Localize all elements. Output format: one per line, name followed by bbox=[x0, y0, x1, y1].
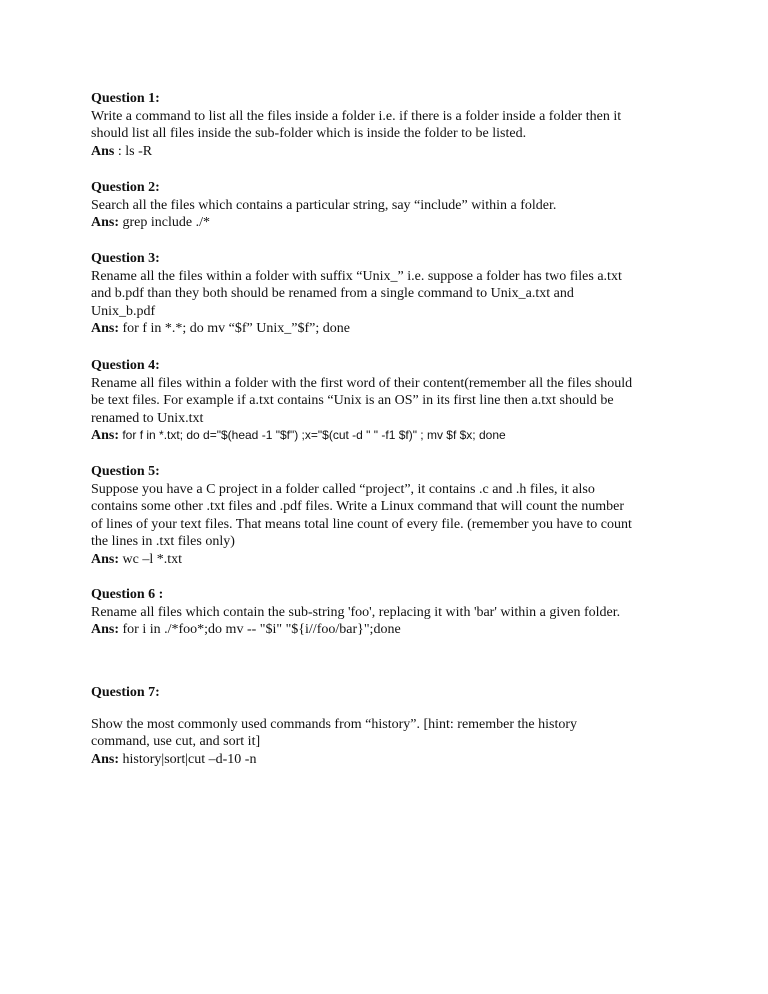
question-text: be text files. For example if a.txt contains “Unix is an OS” in its first line then a.txt should be bbox=[91, 393, 614, 408]
question-7 bbox=[91, 684, 691, 768]
answer-label: Ans: bbox=[91, 321, 120, 336]
question-5 bbox=[91, 463, 691, 568]
answer-label: Ans: bbox=[91, 551, 120, 567]
question-text: renamed to Unix.txt bbox=[91, 410, 204, 426]
question-text: should list all files inside the sub-folder which is inside the folder to be listed. bbox=[91, 126, 527, 141]
answer-text: history|sort|cut –d-10 -n bbox=[119, 751, 257, 767]
question-text: the lines in .txt files only) bbox=[91, 534, 235, 549]
question-3 bbox=[91, 250, 691, 338]
question-6 bbox=[91, 586, 691, 639]
question-title: Question 7: bbox=[91, 685, 160, 700]
answer-text: for i in ./*foo*;do mv -- "$i" "${i//foo/bar}";done bbox=[119, 622, 401, 637]
question-text: and b.pdf than they both should be renamed from a single command to Unix_a.txt and bbox=[91, 286, 574, 301]
answer-line bbox=[91, 143, 691, 161]
answer-line bbox=[91, 427, 691, 445]
answer-line bbox=[91, 621, 691, 639]
question-title: Question 1: bbox=[91, 91, 160, 106]
question-4 bbox=[91, 357, 691, 445]
question-text: contains some other .txt files and .pdf files. Write a Linux command that will count the number bbox=[91, 499, 624, 514]
answer-label: Ans: bbox=[91, 428, 120, 443]
question-title: Question 4: bbox=[91, 358, 160, 373]
question-1 bbox=[91, 90, 691, 160]
question-2 bbox=[91, 179, 691, 232]
blank-line bbox=[91, 702, 691, 716]
question-text: Show the most commonly used commands from “history”. [hint: remember the history bbox=[91, 716, 578, 732]
question-text: Suppose you have a C project in a folder called “project”, it contains .c and .h files, it also bbox=[91, 481, 595, 497]
answer-text: for f in *.*; do mv “$f” Unix_”$f”; done bbox=[119, 321, 350, 336]
question-title: Question 5: bbox=[91, 464, 160, 479]
answer-label: Ans: bbox=[91, 215, 120, 230]
question-text: command, use cut, and sort it] bbox=[91, 734, 261, 749]
answer-label: Ans: bbox=[91, 622, 120, 637]
question-text: Unix_b.pdf bbox=[91, 303, 156, 319]
answer-text: wc –l *.txt bbox=[119, 551, 183, 567]
answer-line bbox=[91, 320, 691, 338]
answer-label: Ans: bbox=[91, 751, 120, 767]
answer-line bbox=[91, 751, 691, 769]
question-text: Write a command to list all the files inside a folder i.e. if there is a folder inside a folder then it bbox=[91, 108, 622, 124]
answer-line bbox=[91, 214, 691, 232]
answer-line bbox=[91, 551, 691, 569]
question-text: of lines of your text files. That means total line count of every file. (remember you have to count bbox=[91, 516, 632, 532]
question-title: Question 6 : bbox=[91, 587, 164, 602]
question-title: Question 2: bbox=[91, 180, 160, 195]
answer-label: Ans bbox=[91, 143, 115, 159]
answer-text: : ls -R bbox=[114, 143, 153, 159]
question-text: Rename all the files within a folder with suffix “Unix_” i.e. suppose a folder has two files a.txt bbox=[91, 268, 622, 284]
question-title: Question 3: bbox=[91, 251, 160, 266]
answer-text: grep include ./* bbox=[119, 215, 210, 230]
question-text: Rename all files within a folder with the first word of their content(remember all the files should bbox=[91, 375, 633, 391]
answer-text: for f in *.txt; do d="$(head -1 "$f") ;x="$(cut -d " " -f1 $f)" ; mv $f $x; done bbox=[119, 428, 506, 442]
question-text: Rename all files which contain the sub-string 'foo', replacing it with 'bar' within a given folder. bbox=[91, 604, 621, 620]
question-text: Search all the files which contains a particular string, say “include” within a folder. bbox=[91, 197, 557, 213]
